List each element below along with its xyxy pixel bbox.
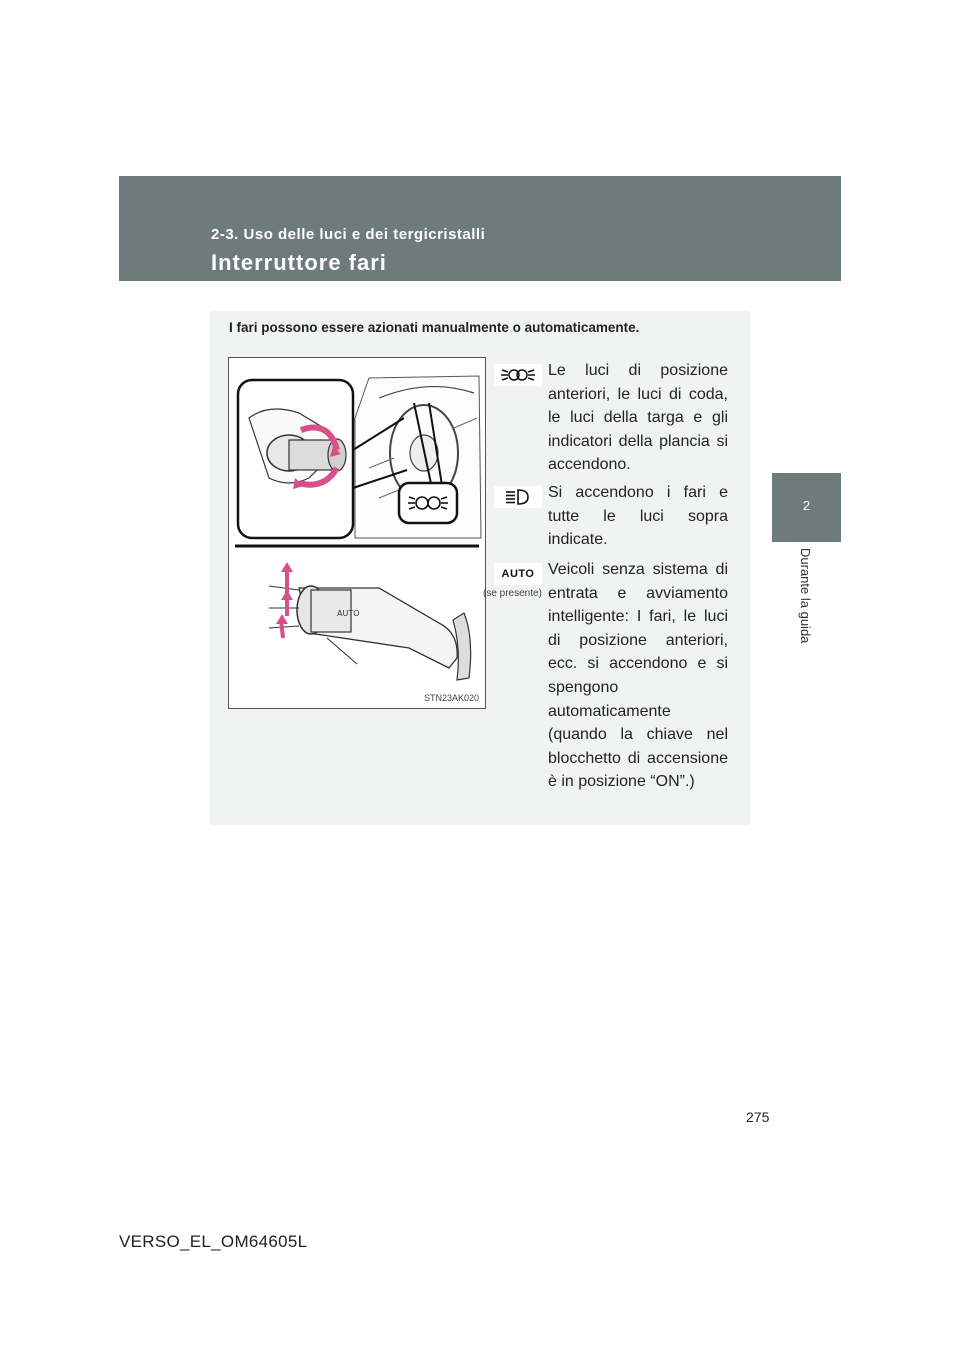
auto-icon [494,563,542,585]
svg-text:AUTO: AUTO [337,609,360,618]
figure-code: STN23AK020 [423,693,479,703]
page-title: Interruttore fari [211,250,387,275]
section-label: 2-3. Uso delle luci e dei tergicristalli [211,226,486,243]
legend-text: Si accendono i fari e tutte le luci sopra indicate. [548,484,728,549]
headlight-icon [494,486,542,508]
chapter-number: 2 [802,498,811,513]
chapter-tab [772,473,841,542]
optional-note: (se presente) [483,588,542,599]
intro-text: I fari possono essere azionati manualmente o automaticamente. [229,320,640,335]
position-lights-icon [494,364,542,386]
chapter-label: Durante la guida [798,548,813,644]
legend-text: Veicoli senza sistema di entrata e avviamento intelligente: I fari, le luci di posizione anteriori, ecc. si accendono e si spengono automaticamente (quando la chiave nel blocchetto di accensione è in posizione “ON”.) [548,561,728,791]
headlight-switch-illustration [228,357,486,709]
legend-text: Le luci di posizione anteriori, le luci di coda, le luci della targa e gli indicatori della plancia si accendono. [548,362,728,474]
document-code: VERSO_EL_OM64605L [119,1232,308,1251]
content-box [210,311,750,825]
header-bar [119,176,841,281]
switch-drawing [229,358,485,708]
page-number: 275 [746,1109,770,1125]
auto-label: AUTO [501,568,535,580]
